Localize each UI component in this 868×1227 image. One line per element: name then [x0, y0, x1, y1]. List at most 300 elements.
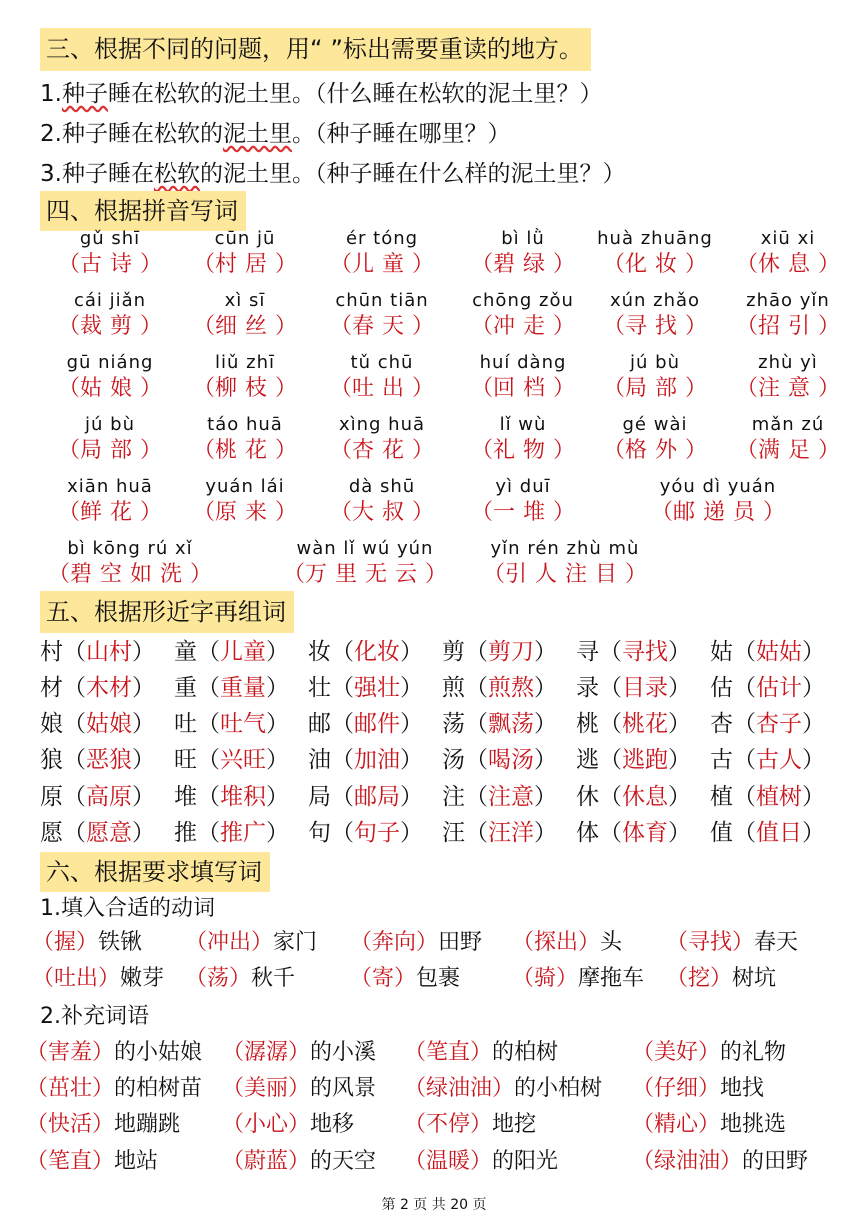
answer-word: 潺潺 [244, 1040, 289, 1065]
base-char: 狼 [40, 747, 63, 773]
pinyin-text: huí dàng [479, 352, 567, 373]
form-word-item [442, 815, 557, 851]
paren-open: （ [733, 675, 756, 701]
paren-open: （ [404, 1112, 427, 1137]
paren-open: （ [63, 711, 86, 737]
form-word-item [308, 670, 423, 706]
form-word-item [442, 706, 557, 742]
paren-open: （ [650, 500, 673, 525]
paren-open: （ [282, 562, 305, 587]
paren-close: ） [698, 1040, 721, 1065]
paren-open: （ [599, 675, 622, 701]
context-word: 地挑选 [720, 1112, 787, 1137]
object-word: 春天 [754, 930, 799, 955]
answer-word: 局部 [79, 438, 140, 463]
pinyin-text: xún zhǎo [609, 290, 701, 311]
paren-open: （ [733, 820, 756, 846]
paren-close: ） [685, 438, 708, 463]
paren-open: （ [404, 1040, 427, 1065]
pinyin-text: yǐn rén zhù mù [490, 538, 640, 559]
answer-word: 目录 [622, 675, 668, 701]
paren-close: ） [275, 438, 298, 463]
object-word: 秋千 [251, 966, 296, 991]
paren-open: （ [465, 784, 488, 810]
form-word-item [710, 815, 825, 851]
paren-close: ） [412, 500, 435, 525]
answer-word: 裁剪 [79, 314, 140, 339]
paren-close: ） [132, 711, 155, 737]
paren-close: ） [266, 820, 289, 846]
pinyin-item [312, 352, 452, 404]
context-word: 地蹦跳 [114, 1112, 181, 1137]
paren-open: （ [192, 252, 215, 277]
paren-open: （ [465, 820, 488, 846]
answer-word: 碧绿 [492, 252, 553, 277]
section6-title-text: 六、根据要求填写词 [46, 858, 262, 886]
stressed-word: 泥土里 [222, 121, 292, 147]
answer-word: 奔向 [372, 930, 417, 955]
paren-close: ） [710, 966, 733, 991]
form-word-item [576, 634, 691, 670]
pinyin-answer [40, 374, 180, 404]
base-char: 原 [40, 784, 63, 810]
form-word-item [308, 815, 423, 851]
line-rest: 。（种子睡在哪里？） [291, 121, 511, 147]
pinyin-answer [470, 560, 660, 590]
answer-word: 古人 [756, 747, 802, 773]
base-char: 杏 [710, 711, 733, 737]
paren-close: ） [492, 1076, 515, 1101]
answer-word: 加油 [354, 747, 400, 773]
object-word: 摩拖车 [578, 966, 645, 991]
base-char: 愿 [40, 820, 63, 846]
pinyin-item [312, 290, 452, 342]
answer-word: 吐出 [351, 376, 412, 401]
pinyin-item [40, 538, 220, 590]
form-word-item [174, 670, 289, 706]
paren-open: （ [331, 675, 354, 701]
answer-word: 休息 [622, 784, 668, 810]
verb-item [32, 962, 164, 996]
paren-open: （ [57, 252, 80, 277]
paren-close: ） [534, 675, 557, 701]
paren-close: ） [534, 639, 557, 665]
paren-close: ） [534, 747, 557, 773]
pinyin-item [718, 414, 858, 466]
paren-close: ） [266, 784, 289, 810]
pinyin-answer [453, 374, 593, 404]
answer-word: 体育 [622, 820, 668, 846]
fill-item [404, 1145, 558, 1179]
paren-open: （ [197, 820, 220, 846]
paren-open: （ [666, 966, 689, 991]
verb-item [350, 926, 482, 960]
paren-close: ） [668, 784, 691, 810]
paren-close: ） [763, 500, 786, 525]
paren-close: ） [190, 562, 213, 587]
answer-word: 强壮 [354, 675, 400, 701]
pinyin-answer [175, 374, 315, 404]
context-word: 地找 [720, 1076, 765, 1101]
paren-close: ） [400, 675, 423, 701]
answer-word: 冲出 [207, 930, 252, 955]
paren-open: （ [63, 784, 86, 810]
paren-close: ） [534, 784, 557, 810]
paren-open: （ [331, 639, 354, 665]
paren-close: ） [668, 820, 691, 846]
paren-close: ） [140, 438, 163, 463]
form-word-item [710, 742, 825, 778]
paren-open: （ [602, 314, 625, 339]
pinyin-text: ér tóng [345, 228, 419, 249]
form-word-item [40, 779, 155, 815]
paren-close: ） [818, 438, 841, 463]
paren-close: ） [470, 1040, 493, 1065]
answer-word: 植树 [756, 784, 802, 810]
paren-open: （ [192, 500, 215, 525]
pinyin-text: xiān huā [67, 476, 153, 497]
pinyin-text: xìng huā [338, 414, 426, 435]
paren-open: （ [57, 314, 80, 339]
answer-word: 高原 [86, 784, 132, 810]
base-char: 桃 [576, 711, 599, 737]
answer-word: 邮局 [354, 784, 400, 810]
paren-close: ） [400, 747, 423, 773]
answer-word: 温暖 [426, 1149, 471, 1174]
form-word-item [442, 634, 557, 670]
paren-close: ） [553, 314, 576, 339]
pinyin-answer [175, 250, 315, 280]
context-word: 的小柏树 [514, 1076, 603, 1101]
paren-open: （ [512, 930, 535, 955]
answer-word: 笔直 [48, 1149, 93, 1174]
paren-close: ） [732, 930, 755, 955]
form-word-item [442, 742, 557, 778]
paren-open: （ [599, 747, 622, 773]
answer-word: 碧空如洗 [69, 562, 190, 587]
pinyin-text: wàn lǐ wú yún [296, 538, 434, 559]
form-word-item [174, 634, 289, 670]
paren-close: ） [802, 711, 825, 737]
verb-item [666, 962, 776, 996]
answer-word: 害羞 [48, 1040, 93, 1065]
paren-close: ） [288, 1149, 311, 1174]
context-word: 的风景 [310, 1076, 377, 1101]
pinyin-text: yì duī [495, 476, 551, 497]
base-char: 注 [442, 784, 465, 810]
base-char: 剪 [442, 639, 465, 665]
paren-open: （ [470, 252, 493, 277]
paren-open: （ [197, 784, 220, 810]
pinyin-answer [40, 436, 180, 466]
answer-word: 重量 [220, 675, 266, 701]
pinyin-item [175, 228, 315, 280]
base-char: 妆 [308, 639, 331, 665]
answer-word: 原来 [214, 500, 275, 525]
context-word: 的天空 [310, 1149, 377, 1174]
paren-close: ） [275, 376, 298, 401]
paren-close: ） [534, 820, 557, 846]
paren-open: （ [57, 376, 80, 401]
paren-close: ） [668, 639, 691, 665]
pinyin-answer [175, 436, 315, 466]
paren-close: ） [288, 1040, 311, 1065]
answer-word: 化妆 [354, 639, 400, 665]
paren-close: ） [266, 747, 289, 773]
answer-word: 寄 [372, 966, 395, 991]
form-word-item [174, 742, 289, 778]
paren-open: （ [192, 438, 215, 463]
base-char: 古 [710, 747, 733, 773]
paren-open: （ [733, 747, 756, 773]
paren-close: ） [802, 784, 825, 810]
context-word: 的阳光 [492, 1149, 559, 1174]
fill-item [26, 1036, 202, 1070]
paren-close: ） [266, 711, 289, 737]
answer-word: 礼物 [492, 438, 553, 463]
fill-item [26, 1072, 202, 1106]
base-char: 姑 [710, 639, 733, 665]
paren-open: （ [192, 314, 215, 339]
paren-close: ） [140, 500, 163, 525]
form-word-item [174, 706, 289, 742]
base-char: 荡 [442, 711, 465, 737]
paren-close: ） [92, 1076, 115, 1101]
base-char: 堆 [174, 784, 197, 810]
paren-open: （ [733, 784, 756, 810]
pinyin-item [585, 228, 725, 280]
pinyin-item [453, 352, 593, 404]
paren-close: ） [132, 820, 155, 846]
sub2-label: 2.补充词语 [40, 1004, 149, 1029]
fill-item [222, 1072, 376, 1106]
base-char: 休 [576, 784, 599, 810]
fill-item [222, 1145, 376, 1179]
verb-item [350, 962, 460, 996]
pinyin-answer [718, 250, 858, 280]
answer-word: 煎熬 [488, 675, 534, 701]
pinyin-answer [40, 312, 180, 342]
answer-word: 喝汤 [488, 747, 534, 773]
pinyin-item [270, 538, 460, 590]
pinyin-answer [585, 374, 725, 404]
pinyin-answer [718, 436, 858, 466]
pinyin-text: xì sī [224, 290, 266, 311]
paren-open: （ [482, 562, 505, 587]
pinyin-answer [718, 312, 858, 342]
section4-title [40, 191, 246, 231]
answer-word: 柳枝 [214, 376, 275, 401]
pinyin-item [453, 476, 593, 528]
base-char: 重 [174, 675, 197, 701]
answer-word: 汪洋 [488, 820, 534, 846]
paren-open: （ [470, 438, 493, 463]
paren-open: （ [465, 675, 488, 701]
fill-item [222, 1036, 376, 1070]
pinyin-answer [643, 498, 793, 528]
paren-close: ） [412, 314, 435, 339]
object-word: 头 [600, 930, 623, 955]
paren-open: （ [329, 438, 352, 463]
base-char: 煎 [442, 675, 465, 701]
paren-close: ） [132, 675, 155, 701]
paren-close: ） [132, 747, 155, 773]
paren-open: （ [465, 711, 488, 737]
pinyin-text: gǔ shī [79, 228, 141, 249]
answer-word: 满足 [757, 438, 818, 463]
paren-open: （ [470, 376, 493, 401]
paren-open: （ [512, 966, 535, 991]
paren-close: ） [266, 675, 289, 701]
answer-word: 愿意 [86, 820, 132, 846]
form-words-row [40, 634, 840, 670]
paren-open: （ [735, 314, 758, 339]
answer-word: 招引 [757, 314, 818, 339]
paren-open: （ [602, 376, 625, 401]
answer-word: 绿油油 [426, 1076, 493, 1101]
pinyin-text: zhù yì [758, 352, 818, 373]
object-word: 包裹 [416, 966, 461, 991]
verb-item [512, 962, 644, 996]
paren-open: （ [599, 820, 622, 846]
form-word-item [576, 706, 691, 742]
paren-close: ） [92, 1112, 115, 1137]
answer-word: 笔直 [426, 1040, 471, 1065]
paren-close: ） [132, 784, 155, 810]
answer-word: 山村 [86, 639, 132, 665]
pinyin-answer [175, 498, 315, 528]
answer-word: 万里无云 [304, 562, 425, 587]
answer-word: 邮件 [354, 711, 400, 737]
form-word-item [576, 670, 691, 706]
pinyin-item [40, 352, 180, 404]
paren-close: ） [556, 966, 579, 991]
form-word-item [40, 742, 155, 778]
form-word-item [576, 779, 691, 815]
answer-word: 春天 [351, 314, 412, 339]
form-word-item [308, 706, 423, 742]
verb-item [32, 926, 142, 960]
context-word: 地挖 [492, 1112, 537, 1137]
pinyin-item [40, 414, 180, 466]
pinyin-text: tǔ chū [350, 352, 414, 373]
answer-word: 化妆 [624, 252, 685, 277]
answer-word: 蔚蓝 [244, 1149, 289, 1174]
pinyin-text: gū niáng [66, 352, 154, 373]
pinyin-answer [312, 312, 452, 342]
paren-open: （ [32, 966, 55, 991]
paren-close: ） [668, 675, 691, 701]
paren-close: ） [553, 438, 576, 463]
paren-open: （ [632, 1149, 655, 1174]
answer-word: 寻找 [688, 930, 733, 955]
paren-close: ） [818, 252, 841, 277]
answer-word: 握 [54, 930, 77, 955]
context-word: 的柏树 [492, 1040, 559, 1065]
paren-open: （ [735, 252, 758, 277]
sub1-label: 1.填入合适的动词 [40, 896, 215, 921]
answer-word: 美丽 [244, 1076, 289, 1101]
paren-open: （ [222, 1149, 245, 1174]
pinyin-text: chūn tiān [335, 290, 429, 311]
paren-open: （ [331, 711, 354, 737]
pinyin-item [312, 476, 452, 528]
pinyin-answer [312, 250, 452, 280]
paren-open: （ [404, 1076, 427, 1101]
pinyin-answer [453, 498, 593, 528]
answer-word: 估计 [756, 675, 802, 701]
base-char: 值 [710, 820, 733, 846]
pinyin-item [175, 414, 315, 466]
section3-title [40, 28, 591, 71]
base-char: 汤 [442, 747, 465, 773]
line-pre: 种子睡在松软的 [61, 121, 223, 147]
answer-word: 古诗 [79, 252, 140, 277]
section3-title-post: ”标出需要重读的地方。 [330, 35, 583, 63]
fill-item [632, 1145, 808, 1179]
pinyin-text: táo huā [207, 414, 283, 435]
pinyin-answer [453, 250, 593, 280]
form-word-item [174, 779, 289, 815]
base-char: 局 [308, 784, 331, 810]
stressed-word: 松软 [153, 161, 200, 187]
paren-close: ） [92, 1149, 115, 1174]
pinyin-item [453, 228, 593, 280]
paren-open: （ [465, 747, 488, 773]
pinyin-text: bì kōng rú xǐ [67, 538, 193, 559]
context-word: 的小溪 [310, 1040, 377, 1065]
answer-word: 儿童 [220, 639, 266, 665]
answer-word: 姑娘 [86, 711, 132, 737]
paren-open: （ [329, 314, 352, 339]
paren-open: （ [404, 1149, 427, 1174]
base-char: 材 [40, 675, 63, 701]
paren-close: ） [668, 747, 691, 773]
answer-word: 骑 [534, 966, 557, 991]
answer-word: 冲走 [492, 314, 553, 339]
paren-close: ） [802, 675, 825, 701]
paren-open: （ [185, 966, 208, 991]
paren-close: ） [288, 1112, 311, 1137]
paren-open: （ [599, 784, 622, 810]
pinyin-answer [453, 312, 593, 342]
context-word: 的小姑娘 [114, 1040, 203, 1065]
pinyin-answer [40, 560, 220, 590]
paren-open: （ [329, 376, 352, 401]
paren-close: ） [251, 930, 274, 955]
paren-close: ） [412, 252, 435, 277]
paren-open: （ [470, 314, 493, 339]
paren-open: （ [350, 930, 373, 955]
paren-close: ） [92, 1040, 115, 1065]
object-word: 嫩芽 [120, 966, 165, 991]
paren-close: ） [470, 1112, 493, 1137]
base-char: 旺 [174, 747, 197, 773]
pinyin-answer [585, 312, 725, 342]
base-char: 娘 [40, 711, 63, 737]
paren-close: ） [625, 562, 648, 587]
paren-close: ） [266, 639, 289, 665]
paren-close: ） [470, 1149, 493, 1174]
paren-open: （ [632, 1040, 655, 1065]
answer-word: 姑娘 [79, 376, 140, 401]
answer-word: 注意 [488, 784, 534, 810]
pinyin-text: zhāo yǐn [746, 290, 830, 311]
line-rest: 的泥土里。（种子睡在什么样的泥土里？） [199, 161, 626, 187]
paren-close: ） [818, 314, 841, 339]
answer-word: 兴旺 [220, 747, 266, 773]
answer-word: 剪刀 [488, 639, 534, 665]
